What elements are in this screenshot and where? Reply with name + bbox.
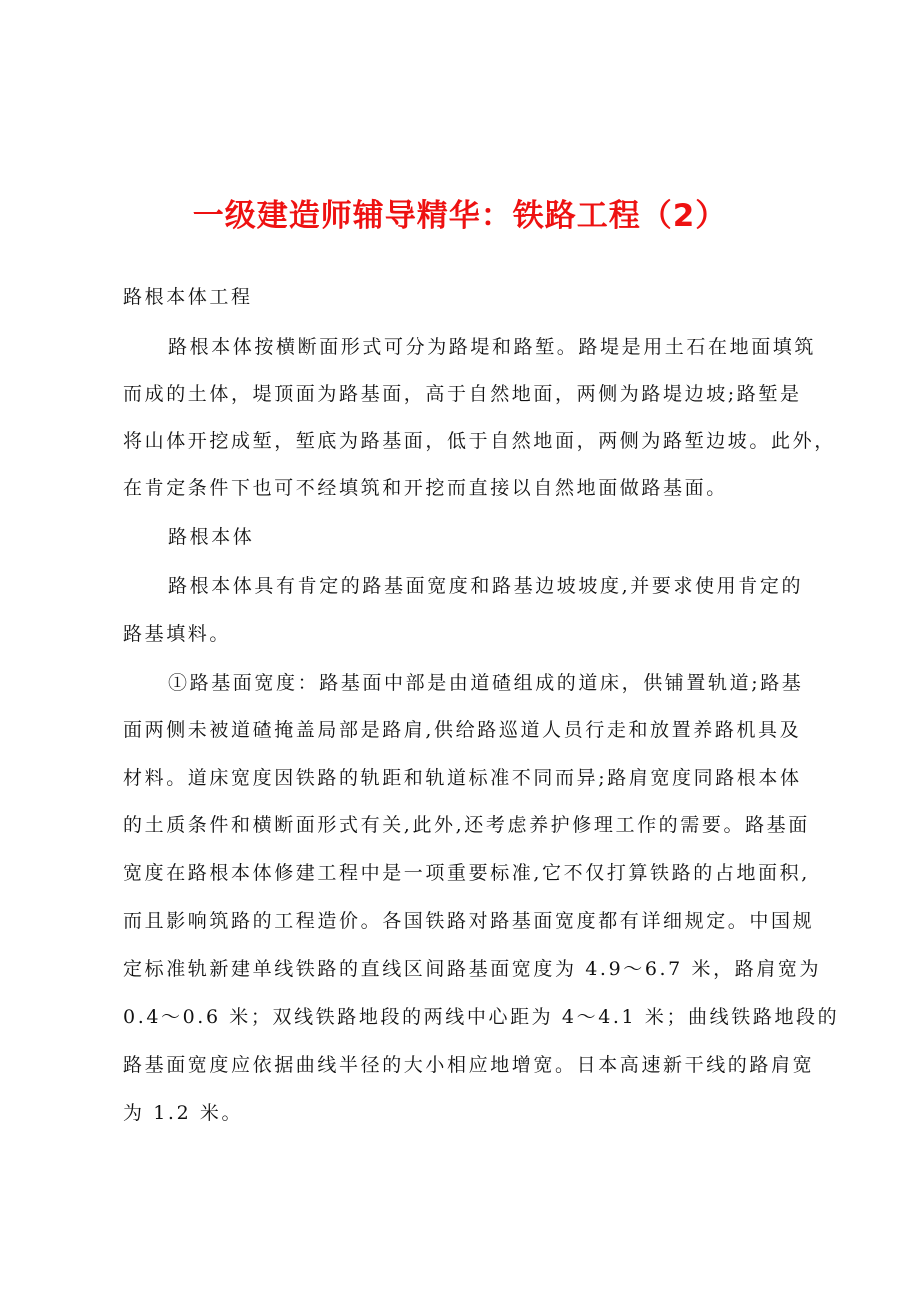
paragraph-line: 路基填料。: [123, 623, 232, 645]
paragraph-line: 0.4～0.6 米；双线铁路地段的两线中心距为 4～4.1 米；曲线铁路地段的: [123, 1006, 840, 1028]
paragraph-line: 而成的土体，堤顶面为路基面，高于自然地面，两侧为路堤边坡;路堑是: [123, 383, 802, 405]
paragraph-line: 将山体开挖成堑，堑底为路基面，低于自然地面，两侧为路堑边坡。此外，: [123, 430, 836, 452]
paragraph-line: 在肯定条件下也可不经填筑和开挖而直接以自然地面做路基面。: [123, 477, 728, 499]
section-heading: 路根本体工程: [123, 286, 253, 308]
paragraph-line: 定标准轨新建单线铁路的直线区间路基面宽度为 4.9～6.7 米，路肩宽为: [123, 958, 822, 980]
paragraph-line: 路根本体按横断面形式可分为路堤和路堑。路堤是用土石在地面填筑: [168, 336, 817, 358]
paragraph-line: 为 1.2 米。: [123, 1102, 244, 1124]
paragraph-line: 路基面宽度应依据曲线半径的大小相应地增宽。日本高速新干线的路肩宽: [123, 1054, 815, 1076]
document-title: 一级建造师辅导精华：铁路工程（2）: [192, 198, 728, 234]
paragraph-line: 材料。道床宽度因铁路的轨距和轨道标准不同而异;路肩宽度同路根本体: [123, 767, 802, 789]
paragraph-line: ①路基面宽度：路基面中部是由道碴组成的道床，供铺置轨道;路基: [168, 672, 804, 694]
subheading: 路根本体: [168, 526, 255, 548]
paragraph-line: 的土质条件和横断面形式有关,此外,还考虑养护修理工作的需要。路基面: [123, 814, 810, 836]
paragraph-line: 路根本体具有肯定的路基面宽度和路基边坡坡度,并要求使用肯定的: [168, 575, 804, 597]
paragraph-line: 而且影响筑路的工程造价。各国铁路对路基面宽度都有详细规定。中国规: [123, 910, 815, 932]
paragraph-line: 宽度在路根本体修建工程中是一项重要标准,它不仅打算铁路的占地面积,: [123, 862, 810, 884]
paragraph-line: 面两侧未被道碴掩盖局部是路肩,供给路巡道人员行走和放置养路机具及: [123, 719, 802, 741]
